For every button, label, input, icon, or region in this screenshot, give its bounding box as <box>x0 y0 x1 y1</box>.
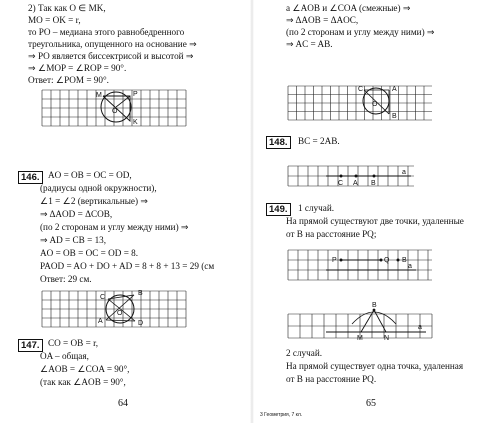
text-line: Ответ: 29 см. <box>40 274 92 284</box>
fig5-label-a: a <box>408 263 412 270</box>
fig2-label-c: C <box>100 294 106 301</box>
fig2-label-a: A <box>98 318 103 325</box>
fig5-label-b: B <box>402 257 407 264</box>
text-line: На прямой существует одна точка, удаленная <box>286 361 464 371</box>
text-line: от B на расстояние PQ; <box>286 229 377 239</box>
book-spine <box>250 0 254 423</box>
text-line: (радиусы одной окружности), <box>40 183 157 193</box>
fig3-label-c: C <box>358 86 364 93</box>
fig4-label-b: B <box>371 180 376 187</box>
page-footer: 3 Геометрия, 7 кл. <box>260 412 303 418</box>
fig2-label-d: D <box>138 320 144 327</box>
problem-148-text: BC = 2AB. <box>298 136 340 146</box>
fig5-label-q: Q <box>384 257 390 264</box>
text-line: ⇒ AD = CB = 13, <box>40 235 107 245</box>
text-line: (по 2 сторонам и углу между ними) ⇒ <box>40 222 189 232</box>
text-line: ⇒ PO является биссектрисой и высотой ⇒ <box>28 51 194 61</box>
fig4-label-c: C <box>338 180 344 187</box>
text-line: На прямой существуют две точки, удаленные <box>286 216 464 226</box>
text-line: ⇒ ∠MOP = ∠ROP = 90°. <box>28 63 127 73</box>
text-line: от B на расстояние PQ. <box>286 374 377 384</box>
fig6-label-a: a <box>418 324 422 331</box>
figure-circle-abcd <box>40 289 190 329</box>
text-line: (так как ∠AOB = 90°, <box>40 377 126 387</box>
page-number: 65 <box>366 398 376 409</box>
problem-147-number: 147. <box>18 339 43 352</box>
text-line: 1 случай. <box>298 203 335 213</box>
figure-triangle-bmn <box>286 300 436 340</box>
text-line: AO = OB = OC = OD = 8. <box>40 248 139 258</box>
text-line: то PO – медиана этого равнобедренного <box>28 27 185 37</box>
text-line: треугольника, опущенного на основание ⇒ <box>28 39 197 49</box>
text-line: Ответ: ∠POM = 90°. <box>28 75 109 85</box>
text-line: 2) Так как O ∈ MK, <box>28 3 106 13</box>
problem-146-number: 146. <box>18 171 43 184</box>
fig2-label-b: B <box>138 290 143 297</box>
left-page <box>0 0 248 423</box>
text-line: AO = OB = OC = OD, <box>48 170 132 180</box>
figure-circle-acb <box>286 84 436 122</box>
page-number: 64 <box>118 398 128 409</box>
fig6-label-b: B <box>372 302 377 309</box>
fig3-label-b: B <box>392 113 397 120</box>
figure-line-cab <box>286 156 426 188</box>
fig1-label-m: M <box>96 92 102 99</box>
text-line: ⇒ AC = AB. <box>286 39 333 49</box>
text-line: PAOD = AO + DO + AD = 8 + 8 + 13 = 29 (см <box>40 261 215 271</box>
text-line: ∠1 = ∠2 (вертикальные) ⇒ <box>40 196 149 206</box>
fig4-label-a-line: a <box>402 169 406 176</box>
figure-circle-mpk <box>40 88 190 128</box>
text-line: ⇒ ΔAOD = ΔCOB, <box>40 209 113 219</box>
text-line: a ∠AOB и ∠COA (смежные) ⇒ <box>286 3 411 13</box>
text-line: MO = OK = r, <box>28 15 81 25</box>
fig1-label-p: P <box>133 91 138 98</box>
figure-points-pqb <box>286 248 436 284</box>
fig1-label-k: K <box>133 119 138 126</box>
problem-148-number: 148. <box>266 136 291 149</box>
fig6-label-n: N <box>384 335 390 342</box>
fig3-label-a: A <box>392 86 397 93</box>
text-line: (по 2 сторонам и углу между ними) ⇒ <box>286 27 435 37</box>
text-line: ∠AOB = ∠COA = 90°, <box>40 364 130 374</box>
problem-149-number: 149. <box>266 203 291 216</box>
fig6-label-m: M <box>357 335 363 342</box>
fig4-label-a: A <box>353 180 358 187</box>
fig1-label-o: O <box>112 108 118 115</box>
fig5-label-p: P <box>332 257 337 264</box>
right-page <box>256 0 500 423</box>
text-line: OA – общая, <box>40 351 89 361</box>
text-line: 2 случай. <box>286 348 323 358</box>
fig2-label-o: O <box>117 310 123 317</box>
text-line: CO = OB = r, <box>48 338 99 348</box>
fig3-label-o: O <box>372 101 378 108</box>
text-line: ⇒ ΔAOB = ΔAOC, <box>286 15 359 25</box>
